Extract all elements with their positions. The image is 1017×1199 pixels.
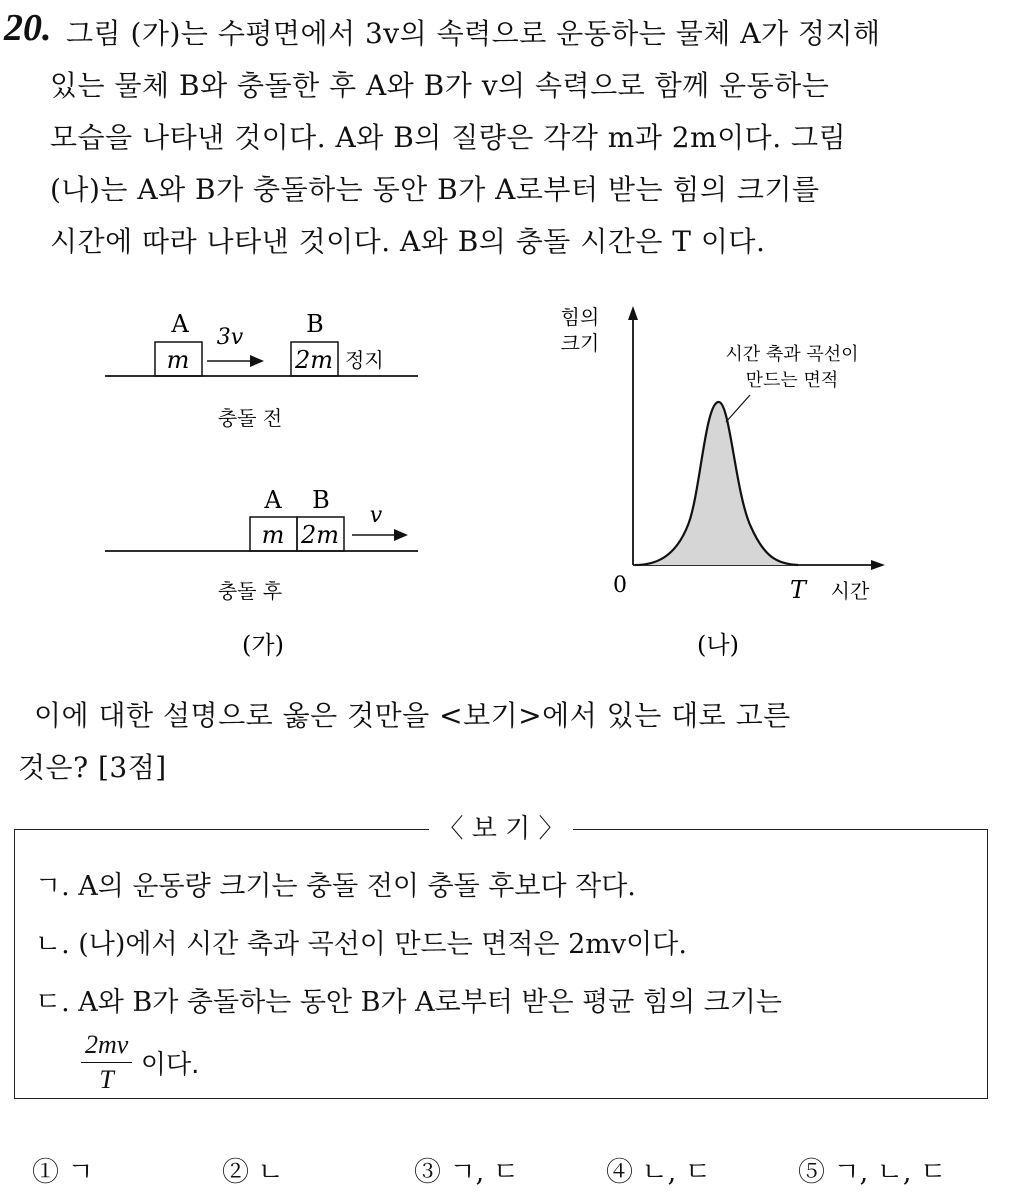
after-label-a: A — [264, 486, 282, 514]
after-velocity-label: v — [369, 503, 383, 528]
before-caption: 충돌 전 — [217, 406, 283, 430]
choice-1[interactable]: ① ㄱ — [32, 1157, 94, 1188]
statement-3-fraction-row — [81, 1030, 199, 1095]
annotation-line-1: 시간 축과 곡선이 — [725, 344, 859, 365]
prompt-line-2: 것은? [3점] — [18, 751, 167, 784]
figure-b — [540, 300, 900, 670]
stem-line-3: 모습을 나타낸 것이다. A와 B의 질량은 각각 m과 2m이다. 그림 — [50, 121, 847, 154]
stem-line-1: 그림 (가)는 수평면에서 3v의 속력으로 운동하는 물체 A가 정지해 — [66, 17, 881, 50]
stem-line-4: (나)는 A와 B가 충돌하는 동안 B가 A로부터 받는 힘의 크기를 — [50, 173, 820, 206]
statement-2: ㄴ. (나)에서 시간 축과 곡선이 만드는 면적은 2mv이다. — [35, 929, 687, 960]
before-label-a: A — [171, 310, 189, 338]
statement-1: ㄱ. A의 운동량 크기는 충돌 전이 충돌 후보다 작다. — [35, 871, 636, 902]
t-label: T — [789, 576, 807, 604]
before-velocity-label: 3v — [216, 325, 244, 350]
x-axis-label: 시간 — [830, 579, 870, 603]
stem-line-2: 있는 물체 B와 충돌한 후 A와 B가 v의 속력으로 함께 운동하는 — [50, 69, 830, 102]
y-axis-arrow — [628, 306, 638, 320]
choice-5[interactable]: ⑤ ㄱ, ㄴ, ㄷ — [798, 1157, 947, 1188]
area-under-curve — [635, 402, 798, 565]
bogi-title: 〈 보 기 〉 — [15, 812, 987, 846]
after-mass-b: 2m — [300, 521, 340, 549]
statement-3: ㄷ. A와 B가 충돌하는 동안 B가 A로부터 받은 평균 힘의 크기는 — [35, 987, 782, 1018]
question-number: 20. — [4, 7, 52, 49]
before-mass-a: m — [166, 346, 190, 374]
before-state-label: 정지 — [345, 348, 384, 372]
fraction-numerator: 2mv — [81, 1030, 132, 1063]
annotation-leader-line — [726, 395, 750, 422]
choice-3[interactable]: ③ ㄱ, ㄷ — [414, 1157, 519, 1188]
question-stem-rest — [50, 60, 846, 268]
x-axis-arrow — [871, 560, 885, 570]
after-label-b: B — [312, 486, 330, 514]
before-arrow-head — [250, 355, 264, 367]
fraction-denominator: T — [99, 1065, 114, 1094]
figure-a-label: (가) — [242, 631, 284, 659]
choice-2[interactable]: ② ㄴ — [222, 1157, 284, 1188]
after-arrow-head — [394, 529, 408, 541]
after-caption: 충돌 후 — [217, 579, 283, 603]
before-label-b: B — [306, 310, 324, 338]
prompt-line-1: 이에 대한 설명으로 옳은 것만을 <보기>에서 있는 대로 고른 — [34, 699, 791, 732]
average-force-fraction — [81, 1030, 132, 1095]
y-axis-label-line-2: 크기 — [560, 331, 600, 355]
fraction-suffix: 이다. — [140, 1050, 200, 1080]
stem-line-5: 시간에 따라 나타낸 것이다. A와 B의 충돌 시간은 T 이다. — [50, 225, 766, 258]
question-stem — [66, 8, 881, 60]
origin-label: 0 — [613, 573, 627, 598]
figure-b-label: (나) — [697, 631, 739, 659]
before-mass-b: 2m — [294, 346, 334, 374]
after-mass-a: m — [261, 521, 285, 549]
y-axis-label-line-1: 힘의 — [560, 305, 600, 329]
annotation-line-2: 만드는 면적 — [745, 370, 839, 391]
bogi-box — [14, 814, 988, 1099]
figure-a — [100, 300, 430, 670]
choice-4[interactable]: ④ ㄴ, ㄷ — [606, 1157, 711, 1188]
